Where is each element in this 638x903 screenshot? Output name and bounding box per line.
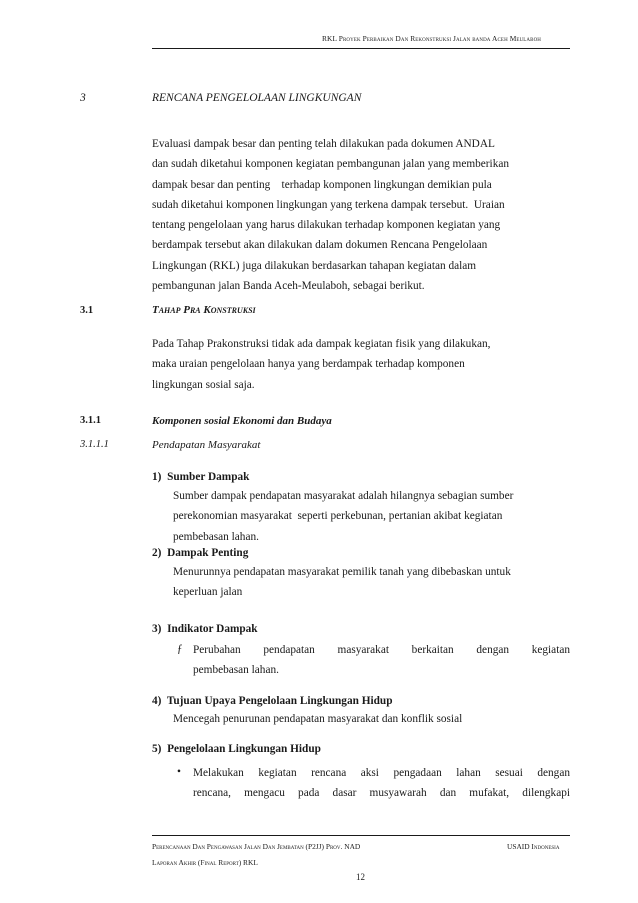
item-title: Indikator Dampak [167,623,258,635]
sub31-number: 3.1 [80,305,94,316]
header-title: RKL Proyek Perbaikan Dan Rekonstruksi Jalan banda Aceh Meulaboh [322,34,542,43]
sub31-title: Tahap Pra Konstruksi [152,304,256,316]
item-line: Melakukan kegiatan rencana aksi pengadaan lahan sesuai dengan [193,767,570,779]
item-line: pembebasan lahan. [193,664,279,677]
section-title: RENCANA PENGELOLAAN LINGKUNGAN [152,92,362,104]
item-number: 1) [152,471,162,483]
intro-line: dan sudah diketahui komponen kegiatan pembangunan jalan yang memberikan [152,158,509,171]
sub311-number: 3.1.1 [80,415,101,426]
intro-line: berdampak tersebut akan dilakukan dalam dokumen Rencana Pengelolaan [152,239,488,252]
section-intro [152,134,570,296]
item-line: Mencegah penurunan pendapatan masyarakat dan konflik sosial [173,713,463,725]
sub3111-number: 3.1.1.1 [80,439,109,450]
item-line: rencana, mengacu pada dasar musyawarah dan mufakat, dilengkapi [193,787,570,800]
item-4-heading [152,695,393,707]
footer-left-line2: Laporan Akhir (Final Report) RKL [152,858,258,867]
item-2-body [173,562,570,603]
item-line: perekonomian masyarakat seperti perkebunan, pertanian akibat kegiatan [173,510,503,523]
item-title: Tujuan Upaya Pengelolaan Lingkungan Hidup [166,695,393,707]
item-line: Sumber dampak pendapatan masyarakat adalah hilangnya sebagian sumber [173,490,514,502]
sub3111-title: Pendapatan Masyarakat [152,439,261,451]
section-number: 3 [80,92,86,104]
footer-right: USAID Indonesia [507,842,560,851]
sub31-line: Pada Tahap Prakonstruksi tidak ada dampak kegiatan fisik yang dilakukan, [152,338,491,350]
item-line: Menurunnya pendapatan masyarakat pemilik tanah yang dibebaskan untuk [173,566,511,578]
item-3-heading [152,623,258,635]
item-number: 4) [152,695,162,707]
intro-line: sudah diketahui komponen lingkungan yang terkena dampak tersebut. Uraian [152,198,505,211]
item-2-heading [152,547,248,559]
item-title: Pengelolaan Lingkungan Hidup [167,743,321,755]
sub31-line: lingkungan sosial saja. [152,378,255,391]
item-1-body [173,486,570,547]
intro-line: Evaluasi dampak besar dan penting telah dilakukan pada dokumen ANDAL [152,138,495,150]
item-number: 2) [152,547,162,559]
bullet-icon: ƒ [177,643,183,655]
footer-left-line1: Perencanaan Dan Pengawasan Jalan Dan Jembatan (P2JJ) Prov. NAD [152,842,361,851]
item-number: 5) [152,743,162,755]
item-1-heading [152,471,249,483]
intro-line: Lingkungan (RKL) juga dilakukan berdasarkan tahapan kegiatan dalam [152,259,477,272]
item-5-heading [152,743,321,755]
page-number: 12 [356,872,365,882]
sub31-paragraph [152,334,570,395]
item-line: pembebasan lahan. [173,530,259,543]
intro-line: dampak besar dan penting terhadap komponen lingkungan demikian pula [152,178,492,191]
item-title: Sumber Dampak [167,471,250,483]
intro-line: pembangunan jalan Banda Aceh-Meulaboh, sebagai berikut. [152,280,425,293]
item-number: 3) [152,623,162,635]
header-rule [152,48,570,49]
item-4-body [173,709,570,729]
item-title: Dampak Penting [167,547,249,559]
item-line: Perubahan pendapatan masyarakat berkaitan dengan kegiatan [193,644,570,656]
item-3-body [193,640,570,681]
bullet-icon: • [177,766,181,778]
item-5-body [193,763,570,804]
footer-rule [152,835,570,836]
item-line: keperluan jalan [173,586,243,599]
intro-line: tentang pengelolaan yang harus dilakukan terhadap komponen kegiatan yang [152,219,501,232]
sub31-line: maka uraian pengelolaan hanya yang berdampak terhadap komponen [152,358,465,371]
sub311-title: Komponen sosial Ekonomi dan Budaya [152,415,332,427]
